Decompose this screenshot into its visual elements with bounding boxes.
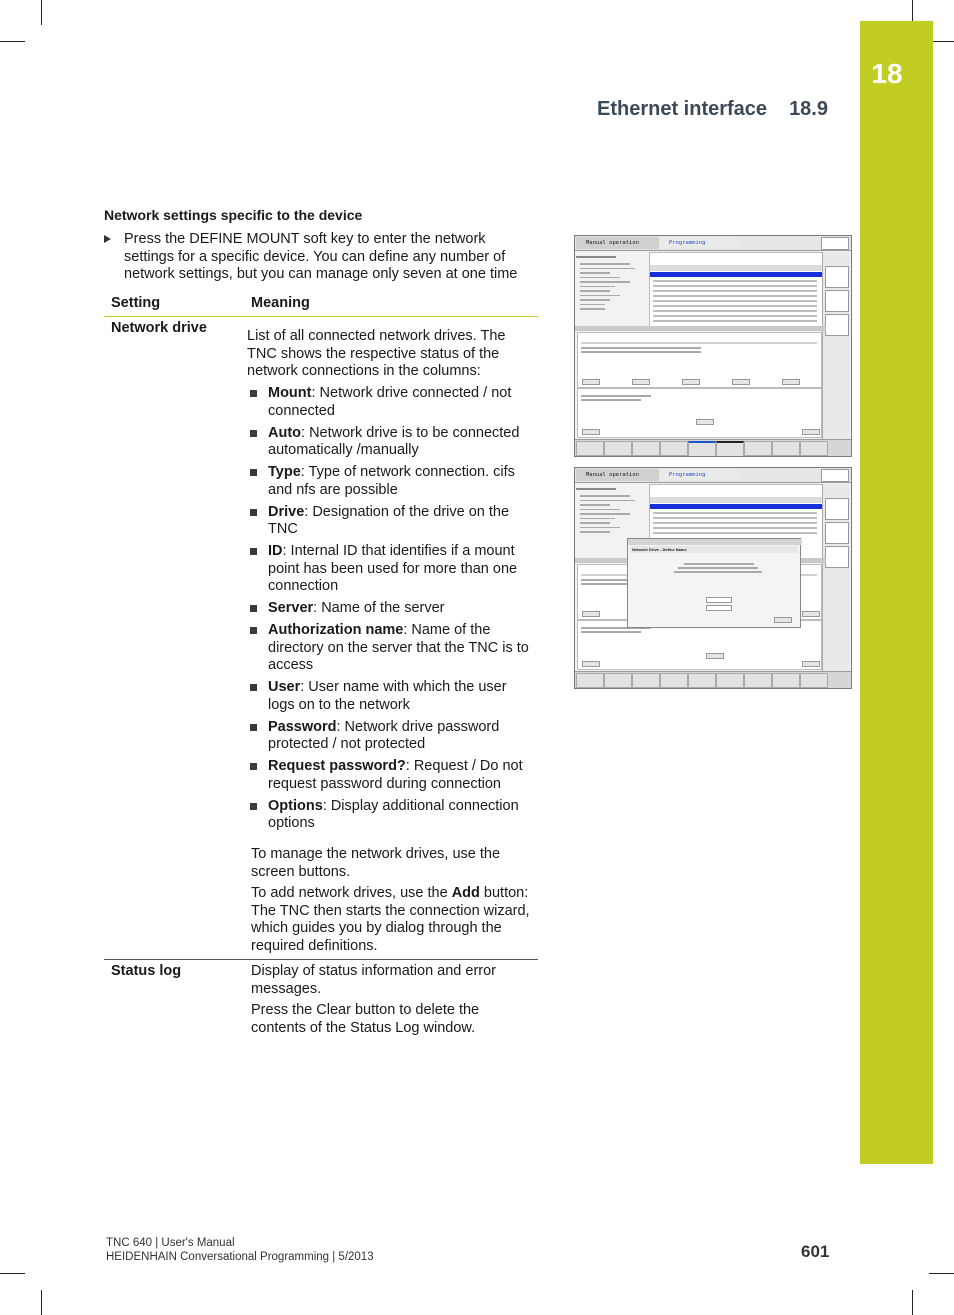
file-row (653, 310, 817, 312)
running-title: Ethernet interface (597, 98, 768, 120)
softkey[interactable] (772, 441, 800, 456)
crop-mark (929, 1273, 954, 1274)
softkey[interactable] (576, 673, 604, 688)
file-row (653, 300, 817, 302)
softkey[interactable] (604, 673, 632, 688)
add-key-term: Add (451, 885, 480, 901)
intro-step-text: Press the DEFINE MOUNT soft key to enter the network settings for a specific device. You can define any number of network settings, but you can manage only seven at one time (124, 231, 518, 282)
screenshot-mount-settings (574, 235, 852, 457)
file-row (653, 290, 817, 292)
list-item: Request password?: Request / Do not request password during connection (248, 758, 530, 793)
screenshot-mount-assistant (574, 467, 852, 689)
status-log-text-1: Display of status information and error messages. (251, 963, 496, 997)
mode-programming: Programming (659, 469, 739, 481)
screen-button[interactable] (632, 379, 650, 385)
softkey[interactable] (716, 441, 744, 457)
mode-bar (575, 468, 851, 483)
footer-line-1: TNC 640 | User's Manual (106, 1237, 235, 1249)
side-button[interactable] (825, 498, 849, 520)
right-softkey-panel (822, 484, 850, 684)
mount-setup-bar (575, 326, 826, 331)
softkey[interactable] (688, 441, 716, 457)
screen-button[interactable] (706, 653, 724, 659)
file-row (653, 305, 817, 307)
bullet-icon (250, 390, 257, 397)
dialog-title: Network Drive - Define Name (630, 546, 798, 553)
softkey[interactable] (744, 441, 772, 456)
screen-button[interactable] (802, 611, 820, 617)
list-item: Mount: Network drive connected / not connected (248, 385, 530, 420)
softkey-row (575, 439, 851, 456)
crop-mark (0, 41, 25, 42)
clock-display (821, 469, 849, 482)
screen-button[interactable] (582, 611, 600, 617)
list-item: Drive: Designation of the drive on the TNC (248, 504, 530, 539)
list-item: Password: Network drive password protected / not protected (248, 719, 530, 754)
screen-button[interactable] (582, 429, 600, 435)
softkey[interactable] (632, 441, 660, 456)
crop-mark (0, 1273, 25, 1274)
softkey[interactable] (660, 441, 688, 456)
right-softkey-panel (822, 252, 850, 452)
clock-display (821, 237, 849, 250)
selected-file-row (650, 272, 822, 277)
crop-mark (912, 1290, 913, 1315)
directory-tree (576, 252, 647, 310)
file-row (653, 295, 817, 297)
bullet-icon (250, 684, 257, 691)
softkey[interactable] (660, 673, 688, 688)
table-header-meaning: Meaning (251, 295, 310, 311)
status-log-pane (577, 388, 822, 438)
file-row (653, 532, 817, 534)
mount-assistant-dialog (627, 538, 801, 628)
list-item: Auto: Network drive is to be connected automatically /manually (248, 425, 530, 460)
side-button[interactable] (825, 266, 849, 288)
file-row (653, 512, 817, 514)
network-drive-table (577, 332, 822, 388)
mode-manual-operation: Manual operation (576, 237, 666, 249)
screen-button[interactable] (696, 419, 714, 425)
screen-button[interactable] (732, 379, 750, 385)
bullet-icon (250, 509, 257, 516)
chapter-side-tab (860, 21, 933, 1164)
running-header (597, 98, 828, 121)
dialog-cancel-button[interactable] (774, 617, 792, 623)
bullet-icon (250, 627, 257, 634)
row-divider (104, 959, 538, 960)
side-button[interactable] (825, 546, 849, 568)
list-item: ID: Internal ID that identifies if a mount point has been used for more than one connection (248, 543, 530, 596)
section-number: 18.9 (789, 98, 828, 120)
chapter-number: 18 (871, 58, 903, 89)
screen-button[interactable] (582, 379, 600, 385)
file-row (653, 280, 817, 282)
bullet-icon (250, 763, 257, 770)
manage-drives-text: To manage the network drives, use the screen buttons. (251, 846, 501, 880)
network-drive-column-list (248, 385, 530, 837)
selected-file-row (650, 504, 822, 509)
crop-mark (41, 0, 42, 25)
softkey-row (575, 671, 851, 688)
step-arrow-icon (104, 235, 111, 243)
bullet-icon (250, 548, 257, 555)
side-button[interactable] (825, 290, 849, 312)
mode-programming: Programming (659, 237, 739, 249)
file-list-header (650, 497, 822, 503)
bullet-icon (250, 469, 257, 476)
table-header (104, 294, 538, 317)
file-list (649, 252, 823, 329)
page-number: 601 (801, 1242, 830, 1261)
crop-mark (41, 1290, 42, 1315)
softkey[interactable] (772, 673, 800, 688)
section-title: Network settings specific to the device (104, 207, 363, 223)
file-row (653, 320, 817, 322)
screen-button[interactable] (682, 379, 700, 385)
file-row (653, 522, 817, 524)
server-id-input[interactable] (706, 605, 732, 611)
list-item: Options: Display additional connection options (248, 798, 530, 833)
mode-bar (575, 236, 851, 251)
list-item: Type: Type of network connection. cifs and nfs are possible (248, 464, 530, 499)
drive-name-input[interactable] (706, 597, 732, 603)
row-label-network-drive: Network drive (111, 320, 207, 336)
row-label-status-log: Status log (111, 963, 182, 979)
table-header-setting: Setting (111, 295, 161, 311)
dialog-titlebar (628, 539, 802, 545)
bullet-icon (250, 430, 257, 437)
side-button[interactable] (825, 522, 849, 544)
bullet-icon (250, 605, 257, 612)
list-item: Server: Name of the server (248, 600, 530, 618)
footer (106, 1236, 374, 1264)
screen-button[interactable] (782, 379, 800, 385)
intro-step (104, 231, 536, 284)
side-button[interactable] (825, 314, 849, 336)
screen-button[interactable] (802, 429, 820, 435)
directory-tree (576, 484, 647, 533)
status-log-text-2: Press the Clear button to delete the contents of the Status Log window. (251, 1002, 480, 1036)
list-item: Authorization name: Name of the directory on the server that the TNC is to access (248, 622, 530, 675)
screen-button[interactable] (802, 661, 820, 667)
file-row (653, 517, 817, 519)
bullet-icon (250, 724, 257, 731)
bullet-icon (250, 803, 257, 810)
softkey[interactable] (800, 441, 828, 456)
softkey[interactable] (688, 673, 716, 688)
softkey[interactable] (576, 441, 604, 456)
add-drives-text: To add network drives, use the Add button: The TNC then starts the connection wizard, which guides you by dialog through the required definitions. (251, 885, 530, 954)
file-row (653, 315, 817, 317)
network-drive-description: List of all connected network drives. The TNC shows the respective status of the network connections in the columns: (247, 328, 506, 379)
softkey[interactable] (800, 673, 828, 688)
file-list-header (650, 265, 822, 271)
footer-line-2: HEIDENHAIN Conversational Programming | 5/2013 (106, 1251, 374, 1263)
softkey[interactable] (716, 673, 744, 688)
softkey[interactable] (632, 673, 660, 688)
mode-manual-operation: Manual operation (576, 469, 666, 481)
file-row (653, 285, 817, 287)
screen-button[interactable] (582, 661, 600, 667)
list-item: User: User name with which the user logs on to the network (248, 679, 530, 714)
softkey[interactable] (744, 673, 772, 688)
file-row (653, 527, 817, 529)
softkey[interactable] (604, 441, 632, 456)
